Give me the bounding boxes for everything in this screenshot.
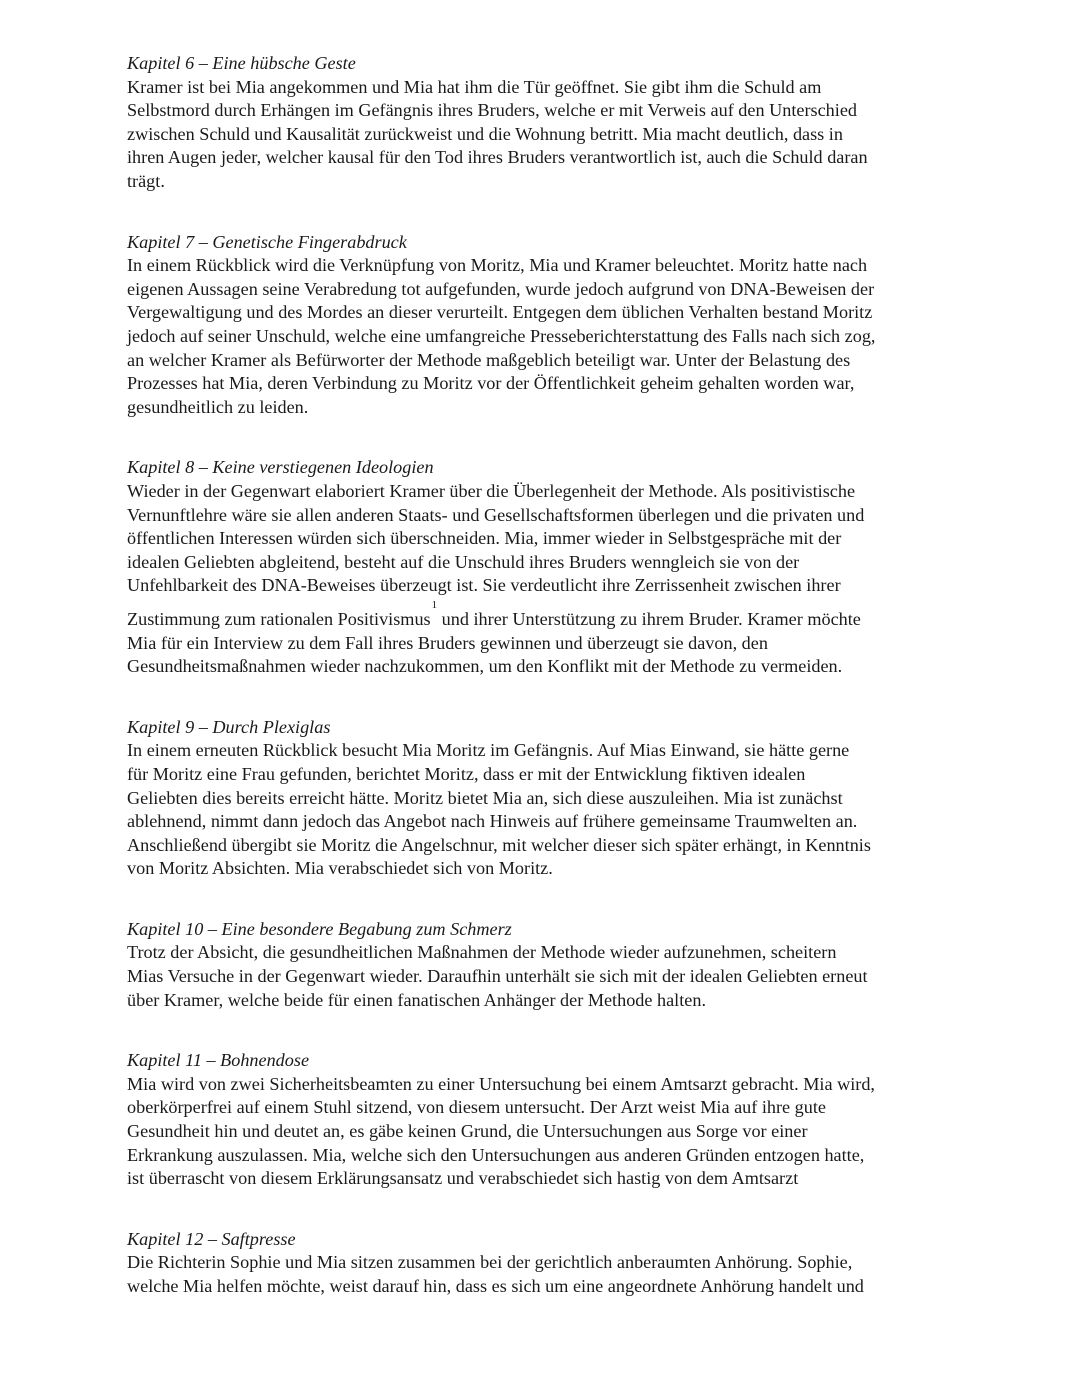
text-line: trägt. <box>127 170 165 191</box>
chapter-8-title: Kapitel 8 – Keine verstiegenen Ideologien <box>127 457 434 478</box>
text-line: welche Mia helfen möchte, weist darauf hin, dass es sich um eine angeordnete Anhörung handelt und <box>127 1276 864 1296</box>
text-line: ihren Augen jeder, welcher kausal für den Tod ihres Bruders verantwortlich ist, auch die Schuld daran <box>127 147 868 168</box>
text-line: Unfehlbarkeit des DNA-Beweises überzeugt ist. Sie verdeutlicht ihre Zerrissenheit zwischen ihrer <box>127 575 841 596</box>
chapter-7-title: Kapitel 7 – Genetische Fingerabdruck <box>127 231 407 252</box>
text-fragment: und ihrer Unterstützung zu ihrem Bruder. Kramer möchte <box>437 608 861 629</box>
text-line: jedoch auf seiner Unschuld, welche eine umfangreiche Presseberichterstattung des Falls nach sich zog, <box>127 325 876 346</box>
chapter-12-title: Kapitel 12 – Saftpresse <box>127 1228 296 1249</box>
text-line: Die Richterin Sophie und Mia sitzen zusammen bei der gerichtlich anberaumten Anhörung. Sophie, <box>127 1252 853 1273</box>
text-line: In einem Rückblick wird die Verknüpfung von Moritz, Mia und Kramer beleuchtet. Moritz hatte nach <box>127 255 868 276</box>
chapter-10-section <box>127 918 957 1012</box>
text-line: ist überrascht von diesem Erklärungsansatz und verabschiedet sich hastig von dem Amtsarzt <box>127 1168 799 1189</box>
text-line: an welcher Kramer als Befürworter der Methode maßgeblich beteiligt war. Unter der Belastung des <box>127 349 851 370</box>
text-line: In einem erneuten Rückblick besucht Mia Moritz im Gefängnis. Auf Mias Einwand, sie hätte gerne <box>127 740 850 761</box>
text-line: von Moritz Absichten. Mia verabschiedet sich von Moritz. <box>127 858 553 879</box>
chapter-11-section <box>127 1049 957 1191</box>
text-line: Prozesses hat Mia, deren Verbindung zu Moritz vor der Öffentlichkeit geheim gehalten worden war, <box>127 373 855 394</box>
text-line: Trotz der Absicht, die gesundheitlichen Maßnahmen der Methode wieder aufzunehmen, scheitern <box>127 942 837 963</box>
chapter-6-title: Kapitel 6 – Eine hübsche Geste <box>127 53 356 73</box>
text-line: öffentlichen Interessen würden sich überschneiden. Mia, immer wieder in Selbstgespräche mit der <box>127 528 842 549</box>
chapter-9-text <box>127 739 957 881</box>
text-line: Anschließend übergibt sie Moritz die Angelschnur, mit welcher dieser sich später erhängt, in Kenntnis <box>127 834 871 855</box>
text-line: Mia für ein Interview zu dem Fall ihres Bruders gewinnen und überzeugt sie davon, den <box>127 632 768 653</box>
chapter-7-section <box>127 231 957 420</box>
chapter-8-section <box>127 456 957 678</box>
text-line: Vernunftlehre wäre sie allen anderen Staats- und Gesellschaftsformen überlegen und die privaten und <box>127 504 865 525</box>
text-fragment: Zustimmung zum rationalen Positivismus <box>127 608 431 629</box>
chapter-6-section <box>127 52 957 194</box>
text-line: Gesundheitsmaßnahmen wieder nachzukommen, um den Konflikt mit der Methode zu vermeiden. <box>127 656 843 677</box>
document-page <box>127 52 957 1299</box>
footnote-reference[interactable]: 1 <box>431 598 438 611</box>
chapter-9-title: Kapitel 9 – Durch Plexiglas <box>127 716 331 737</box>
chapter-10-text <box>127 941 957 1012</box>
text-line: Gesundheit hin und deutet an, es gäbe keinen Grund, die Untersuchungen aus Sorge vor einer <box>127 1121 808 1142</box>
text-line: Mia wird von zwei Sicherheitsbeamten zu einer Untersuchung bei einem Amtsarzt gebracht. Mia wird, <box>127 1073 875 1094</box>
text-line: Erkrankung auszulassen. Mia, welche sich den Untersuchungen aus anderen Gründen entzogen hatte, <box>127 1144 865 1165</box>
chapter-11-title: Kapitel 11 – Bohnendose <box>127 1050 310 1071</box>
text-line: eigenen Aussagen seine Verabredung tot aufgefunden, wurde jedoch aufgrund von DNA-Beweisen der <box>127 278 875 299</box>
chapter-8-text <box>127 480 957 679</box>
text-line-with-footnote <box>127 598 957 632</box>
chapter-7-text <box>127 254 957 419</box>
text-line: Mias Versuche in der Gegenwart wieder. Daraufhin unterhält sie sich mit der idealen Geliebten erneut <box>127 966 868 987</box>
text-line: Geliebten dies bereits erreicht hätte. Moritz bietet Mia an, sich diese auszuleihen. Mia ist zunächst <box>127 787 843 808</box>
text-line: Vergewaltigung und des Mordes an dieser verurteilt. Entgegen dem üblichen Verhalten bestand Moritz <box>127 302 873 323</box>
text-line: Selbstmord durch Erhängen im Gefängnis ihres Bruders, welche er mit Verweis auf den Unterschied <box>127 100 857 121</box>
text-line: Wieder in der Gegenwart elaboriert Kramer über die Überlegenheit der Methode. Als positivistische <box>127 480 856 501</box>
text-line: für Moritz eine Frau gefunden, berichtet Moritz, dass er mit der Entwicklung fiktiven idealen <box>127 763 806 784</box>
chapter-6-text <box>127 76 957 194</box>
chapter-9-section <box>127 716 957 881</box>
text-line: idealen Geliebten abgleitend, besteht auf die Unschuld ihres Bruders wenngleich sie von der <box>127 551 800 572</box>
text-line: gesundheitlich zu leiden. <box>127 396 309 417</box>
chapter-11-text <box>127 1073 957 1191</box>
text-line: oberkörperfrei auf einem Stuhl sitzend, von diesem untersucht. Der Arzt weist Mia auf ihre gute <box>127 1097 826 1118</box>
text-line: zwischen Schuld und Kausalität zurückweist und die Wohnung betritt. Mia macht deutlich, dass in <box>127 123 843 144</box>
text-line: über Kramer, welche beide für einen fanatischen Anhänger der Methode halten. <box>127 989 706 1010</box>
chapter-10-title: Kapitel 10 – Eine besondere Begabung zum Schmerz <box>127 918 512 939</box>
chapter-12-section <box>127 1228 957 1299</box>
chapter-12-text <box>127 1251 957 1298</box>
text-line: Kramer ist bei Mia angekommen und Mia hat ihm die Tür geöffnet. Sie gibt ihm die Schuld am <box>127 76 822 97</box>
text-line: ablehnend, nimmt dann jedoch das Angebot nach Hinweis auf frühere gemeinsame Traumwelten an. <box>127 811 858 832</box>
